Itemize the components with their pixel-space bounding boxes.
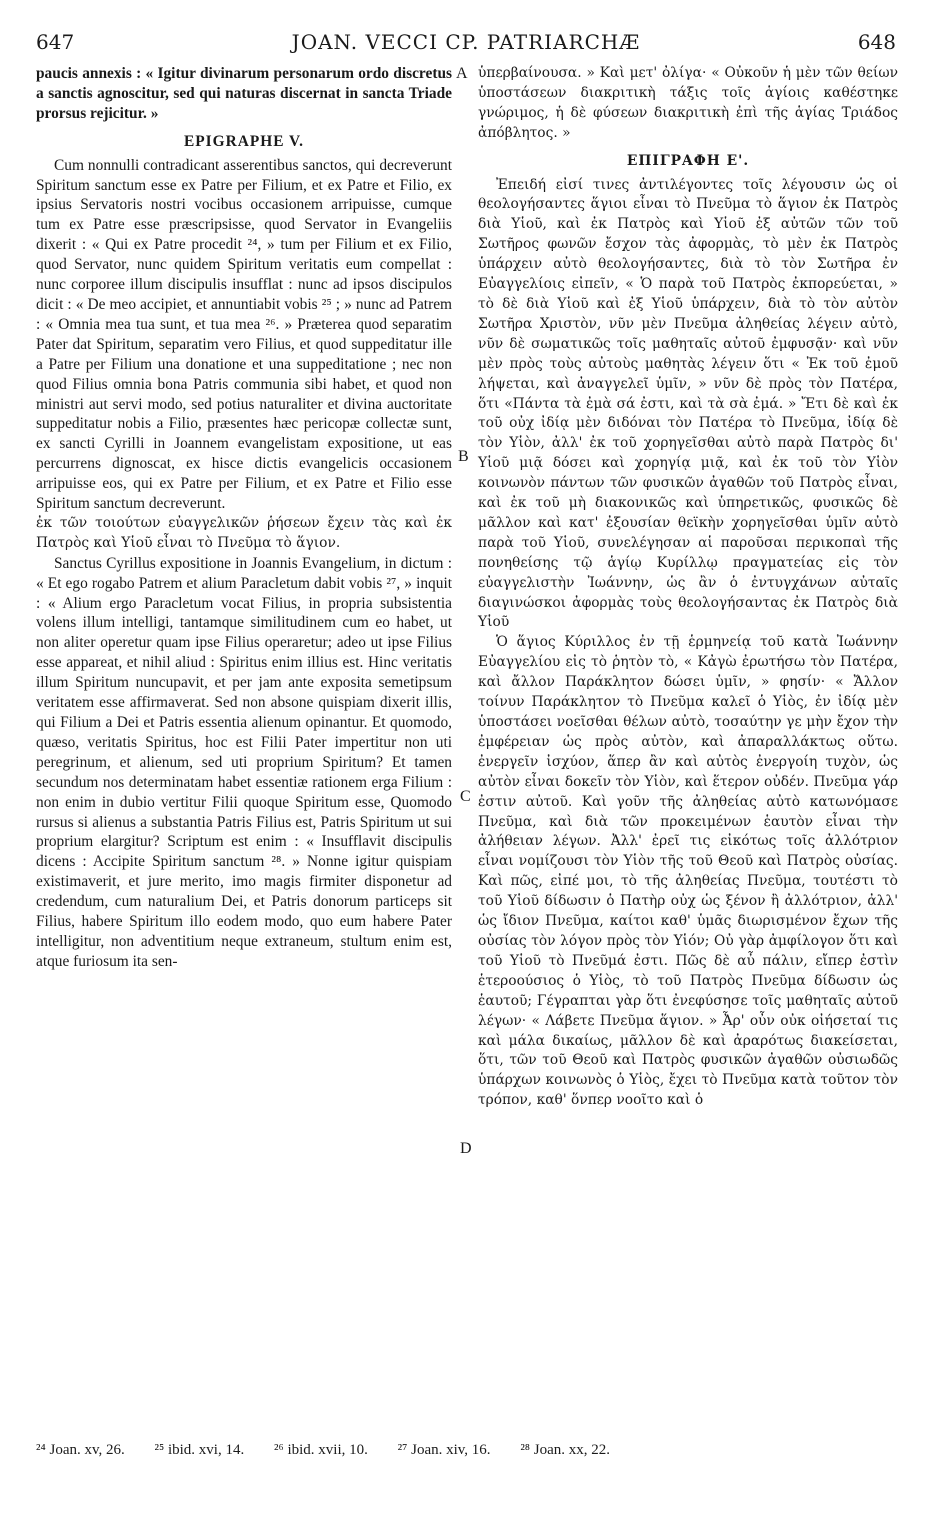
footnote: ²⁵ ibid. xvi, 14.	[154, 1442, 245, 1458]
latin-continuation: paucis annexis : « Igitur divinarum personarum ordo discretus a sanctis agnoscitur, sed qui naturas discernat in sancta Triade prorsus rejicitur. »	[36, 65, 452, 122]
footnote: ²⁴ Joan. xv, 26.	[36, 1442, 125, 1458]
latin-epigraph-title: EPIGRAPHE V.	[183, 132, 305, 150]
greek-carryover-line: ἐκ τῶν τοιούτων εὐαγγελικῶν ῥήσεων ἔχειν τὰς καὶ ἐκ Πατρὸς καὶ Υἱοῦ εἶναι τὸ Πνεῦμα τὸ ἅγιον.	[36, 514, 452, 551]
running-header	[36, 30, 896, 60]
latin-epigraph-text: Cum nonnulli contradicant asserentibus sanctos, qui decreverunt Spiritum sanctum esse ex Patre per Filium, et ex Patre et Filio, ex ipsius Servatoris nostri vocibus occasionem arripuisse, cumque tum ex Patre esse præscripsisse, quod Servator in Evangeliis dixerit : « Qui ex Patre procedit ²⁴, » tum per Filium et ex Filio, quod Servator, nunc quidem Spiritum veritatis eum compellat : nunc corporee illum discipulis insufflat : nunc ad ipsos discipulos dicit : « De meo accipiet, et annuntiabit vobis ²⁵ ; » nunc ad Patrem : « Omnia mea tua sunt, et tua mea ²⁶. » Præterea quod separatim Pater dat Spiritum, separatim vero Filius, et quod suppeditatur ille a Patre per Filium una donatione et una suppeditatione ; nec non quod Filius omnia bona Patris communia sibi habet, et quod non ministri aut servi modo, sed potius naturaliter et divina auctoritate suppeditatur nobis a Filio, præsentes hæc pericopæ collectæ sunt, ex sancti Cyrilli in Joannem evangelistam expositione, ut eas percurrens dignoscat, ex hisce dictis evangelicis occasionem arripuisse eos, qui ex Patre per Filium, et ex Patre et Filio esse Spiritum sanctum decreverunt.	[36, 156, 452, 513]
margin-marker-b: B	[458, 448, 469, 465]
greek-cyril-text: Ὁ ἅγιος Κύριλλος ἐν τῇ ἑρμηνείᾳ τοῦ κατὰ Ἰωάννην Εὐαγγελίου εἰς τὸ ῥητὸν τὸ, « Κἀγὼ ἐρωτήσω τὸν Πατέρα, καὶ ἄλλον Παράκλητον δώσει ὑμῖν, » φησίν· « Ἄλλον τοίνυν Παράκλητον τὸ Πνεῦμα καλεῖ ὁ Υἱὸς, ἐν ἰδίᾳ μὲν ὑποστάσει νοεῖσθαι θέλων αὐτὸ, τοσαύτην γε μὴν ἔχον τὴν ἐμφέρειαν ὡς πρὸς αὐτὸν, καὶ ἀπαραλλάκτως οὕτω. ἐνεργεῖν ἰσχύον, ἅπερ ἂν καὶ αὐτὸς ἐνεργοίη τυχὸν, ὡς αὐτὸν εἶναι δοκεῖν τὸν Υἱὸν, καὶ ἕτερον οὐδέν. Πνεῦμα γάρ ἐστιν αὐτοῦ. Καὶ γοῦν τῆς ἀληθείας αὐτὸ κατωνόμασε Πνεῦμα, καὶ διὰ τῶν προκειμένων ἑαυτὸν εἶναι τὴν ἀλήθειαν λέγων. Ἀλλ' ἐρεῖ τις εἰκότως τοῖς ἀλλότριον εἶναι νομίζουσι τὸν Υἱὸν τῆς τοῦ Θεοῦ καὶ Πατρὸς οὐσίας. Καὶ πῶς, εἰπέ μοι, τὸ τῆς ἀληθείας Πνεῦμα, τουτέστι τὸ τοῦ Υἱοῦ δίδωσιν ὁ Πατὴρ οὐχ ὡς ξένον ἢ ἀλλότριον, ἀλλ' ὡς ἴδιον Πνεῦμα, καίτοι καθ' ὑμᾶς διωρισμένον ἔχων τῆς οὐσίας τὸν λόγον πρὸς τὸν Υἱόν; Οὐ γὰρ ἀμφίλογον ὅτι καὶ τοῦ Υἱοῦ τὸ Πνεῦμά ἐστι. Πῶς δὲ αὖ πάλιν, εἴπερ ἐστὶν ἑτεροούσιος ὁ Υἱὸς, τὸ τοῦ Πατρὸς Πνεῦμα δίδωσιν ὡς ἑαυτοῦ; Γέγραπται γὰρ ὅτι ἐνεφύσησε τοῖς μαθηταῖς αὐτοῦ λέγων· « Λάβετε Πνεῦμα ἅγιον. » Ἆρ' οὖν οὐκ οἰήσεταί τις καὶ μάλα δικαίως, μᾶλλον δὲ καὶ ἀραρότως διακείσεται, ὅτι, τῶν τοῦ Θεοῦ καὶ Πατρὸς φυσικῶν ἀγαθῶν οὐσιωδῶς ὑπάρχων κοινωνὸς ὁ Υἱὸς, ἔχει τὸ Πνεῦμα κατὰ τοῦτον τὸν τρόπον, καθ' ὅνπερ νοοῖτο καὶ ὁ	[478, 634, 898, 1109]
footnote: ²⁷ Joan. xiv, 16.	[397, 1442, 491, 1458]
latin-cyril-text: Sanctus Cyrillus expositione in Joannis Evangelium, in dictum : « Et ego rogabo Patrem et alium Paracletum dabit vobis ²⁷, » inquit : « Alium ergo Paracletum vocat Filius, in propria subsistentia volens illum intelligi, tantamque similitudinem cum eo habet, ut non aliter operetur quam ipse Filius operaretur; adeo ut ipse Filius esse appareat, et nihil aliud : Spiritus enim illius est. Hinc veritatis illum Spiritum nuncupavit, et per jam ante exposita semetipsum veritatem esse affirmaverat. Sed non absone quispiam dixerit illis, qui Filium a Dei et Patris essentia alienum opinantur. Et quomodo, quæso, veritatis Spiritus, hoc est Filii Pater impertitur non uti peregrinum, et alienum, sed uti proprium Spiritum? Et tamen secundum nos determinatam habet essentiæ rationem erga Filium : non enim in dubio vertitur Filii quoque Spiritum esse, Quomodo rursus si alienus a substantia Patris Filius est, Patris Spiritum ut sui proprium elargitur? Scriptum est enim : « Insufflavit discipulis dicens : Accipite Spiritum sanctum ²⁸. » Nonne igitur quispiam existimaverit, et jure merito, imo magis firmiter disponetur ad credendum, cum naturalium Dei, et Patris donorum particeps sit Filius, habere Spiritum illo eodem modo, quo eum habere Pater intelligitur, non adventitium neque extraneum, stultum enim est, atque furiosum ita sen-	[36, 554, 452, 970]
footnote: ²⁶ ibid. xvii, 10.	[273, 1442, 368, 1458]
latin-column	[36, 64, 452, 972]
margin-marker-d: D	[460, 1140, 472, 1157]
footnotes	[36, 1442, 896, 1459]
running-title: JOAN. VECCI CP. PATRIARCHÆ	[291, 30, 641, 54]
greek-column	[478, 64, 898, 1111]
greek-epigraph-text: Ἐπειδή εἰσί τινες ἀντιλέγοντες τοῖς λέγουσιν ὡς οἱ θεολογήσαντες ἅγιοι εἶναι τὸ Πνεῦμα τὸ ἅγιον ἐκ Πατρὸς διὰ Υἱοῦ, καὶ ἐκ Πατρὸς καὶ Υἱοῦ ἐξ αὐτῶν τῶν τοῦ Σωτῆρος φωνῶν ἔσχον τὰς ἀφορμὰς, τὸ μὲν ἐκ Πατρὸς ὑπάρχειν αὐτὸ θεολογήσαντες, διὰ τὸ τὸν Σωτῆρα ἐν Εὐαγγελίοις εἰπεῖν, « Ὁ παρὰ τοῦ Πατρὸς ἐκπορεύεται, » τὸ δὲ διὰ Υἱοῦ καὶ ἐξ Υἱοῦ ὑπάρχειν, διὰ τὸ τὸν αὐτὸν Σωτῆρα Χριστὸν, νῦν μὲν Πνεῦμα ἀληθείας λέγειν αὐτὸ, νῦν δὲ σωματικῶς τοῖς μαθηταῖς αὐτοῦ ἐμφυσᾷν· καὶ νῦν μὲν πρὸς τοὺς αὐτοὺς μαθητὰς λέγειν ὅτι « Ἐκ τοῦ ἐμοῦ λήψεται, καὶ ἀναγγελεῖ ὑμῖν, » νῦν δὲ πρὸς τὸν Πατέρα, ὅτι «Πάντα τὰ ἐμὰ σά ἐστι, καὶ τὰ σὰ ἐμά. » Ἔτι δὲ καὶ ἐκ τοῦ οὐχ ἰδίᾳ μὲν διδόναι τὸν Πατέρα τὸ Πνεῦμα, ἰδίᾳ δὲ τὸν Υἱὸν, ἀλλ' ἐκ τοῦ χορηγεῖσθαι αὐτὸ παρὰ Πατρὸς δι' Υἱοῦ μιᾷ δόσει καὶ χορηγίᾳ μιᾷ, καὶ ἐκ τοῦ τὸν Υἱὸν κοινωνὸν πάντων τῶν φυσικῶν ἀγαθῶν τοῦ Πατρὸς εἶναι, καὶ ἐκ τοῦ μὴ διακονικῶς καὶ ὑπηρετικῶς, φυσικῶς δὲ μᾶλλον καὶ κατ' ἐξουσίαν θεϊκὴν χορηγεῖσθαι ὑμῖν αὐτὸ παρὰ τοῦ Υἱοῦ, συνελέγησαν αἱ παροῦσαι περικοπαὶ τῆς πονηθείσης τῷ ἁγίῳ Κυρίλλῳ πραγματείας εἰς τὸν εὐαγγελιστὴν Ἰωάννην, ὡς ἂν ὁ ἐντυγχάνων αὐταῖς διαγινώσκοι ἀφορμὰς τοὺς θεολογήσαντας ἐκ Πατρὸς διὰ Υἱοῦ	[478, 176, 898, 631]
greek-epigraph-title: ΕΠΙΓΡΑΦΗ Ε'.	[626, 152, 750, 169]
greek-continuation: ὑπερβαίνουσα. » Καὶ μετ' ὀλίγα· « Οὐκοῦν ἡ μὲν τῶν θείων ὑποστάσεων διακριτικὴ τάξις τοῖς ἁγίοις καθέστηκε γνώριμος, ἡ δὲ φύσεων διακριτικὴ ἐπὶ τῆς ἁγίας Τριάδος ἀπόβλητος. »	[478, 65, 898, 141]
footnote: ²⁸ Joan. xx, 22.	[520, 1442, 611, 1458]
page-number-right: 648	[857, 30, 896, 54]
page-number-left: 647	[36, 30, 75, 54]
margin-marker-c: C	[460, 788, 471, 805]
margin-marker-a: A	[456, 65, 468, 82]
